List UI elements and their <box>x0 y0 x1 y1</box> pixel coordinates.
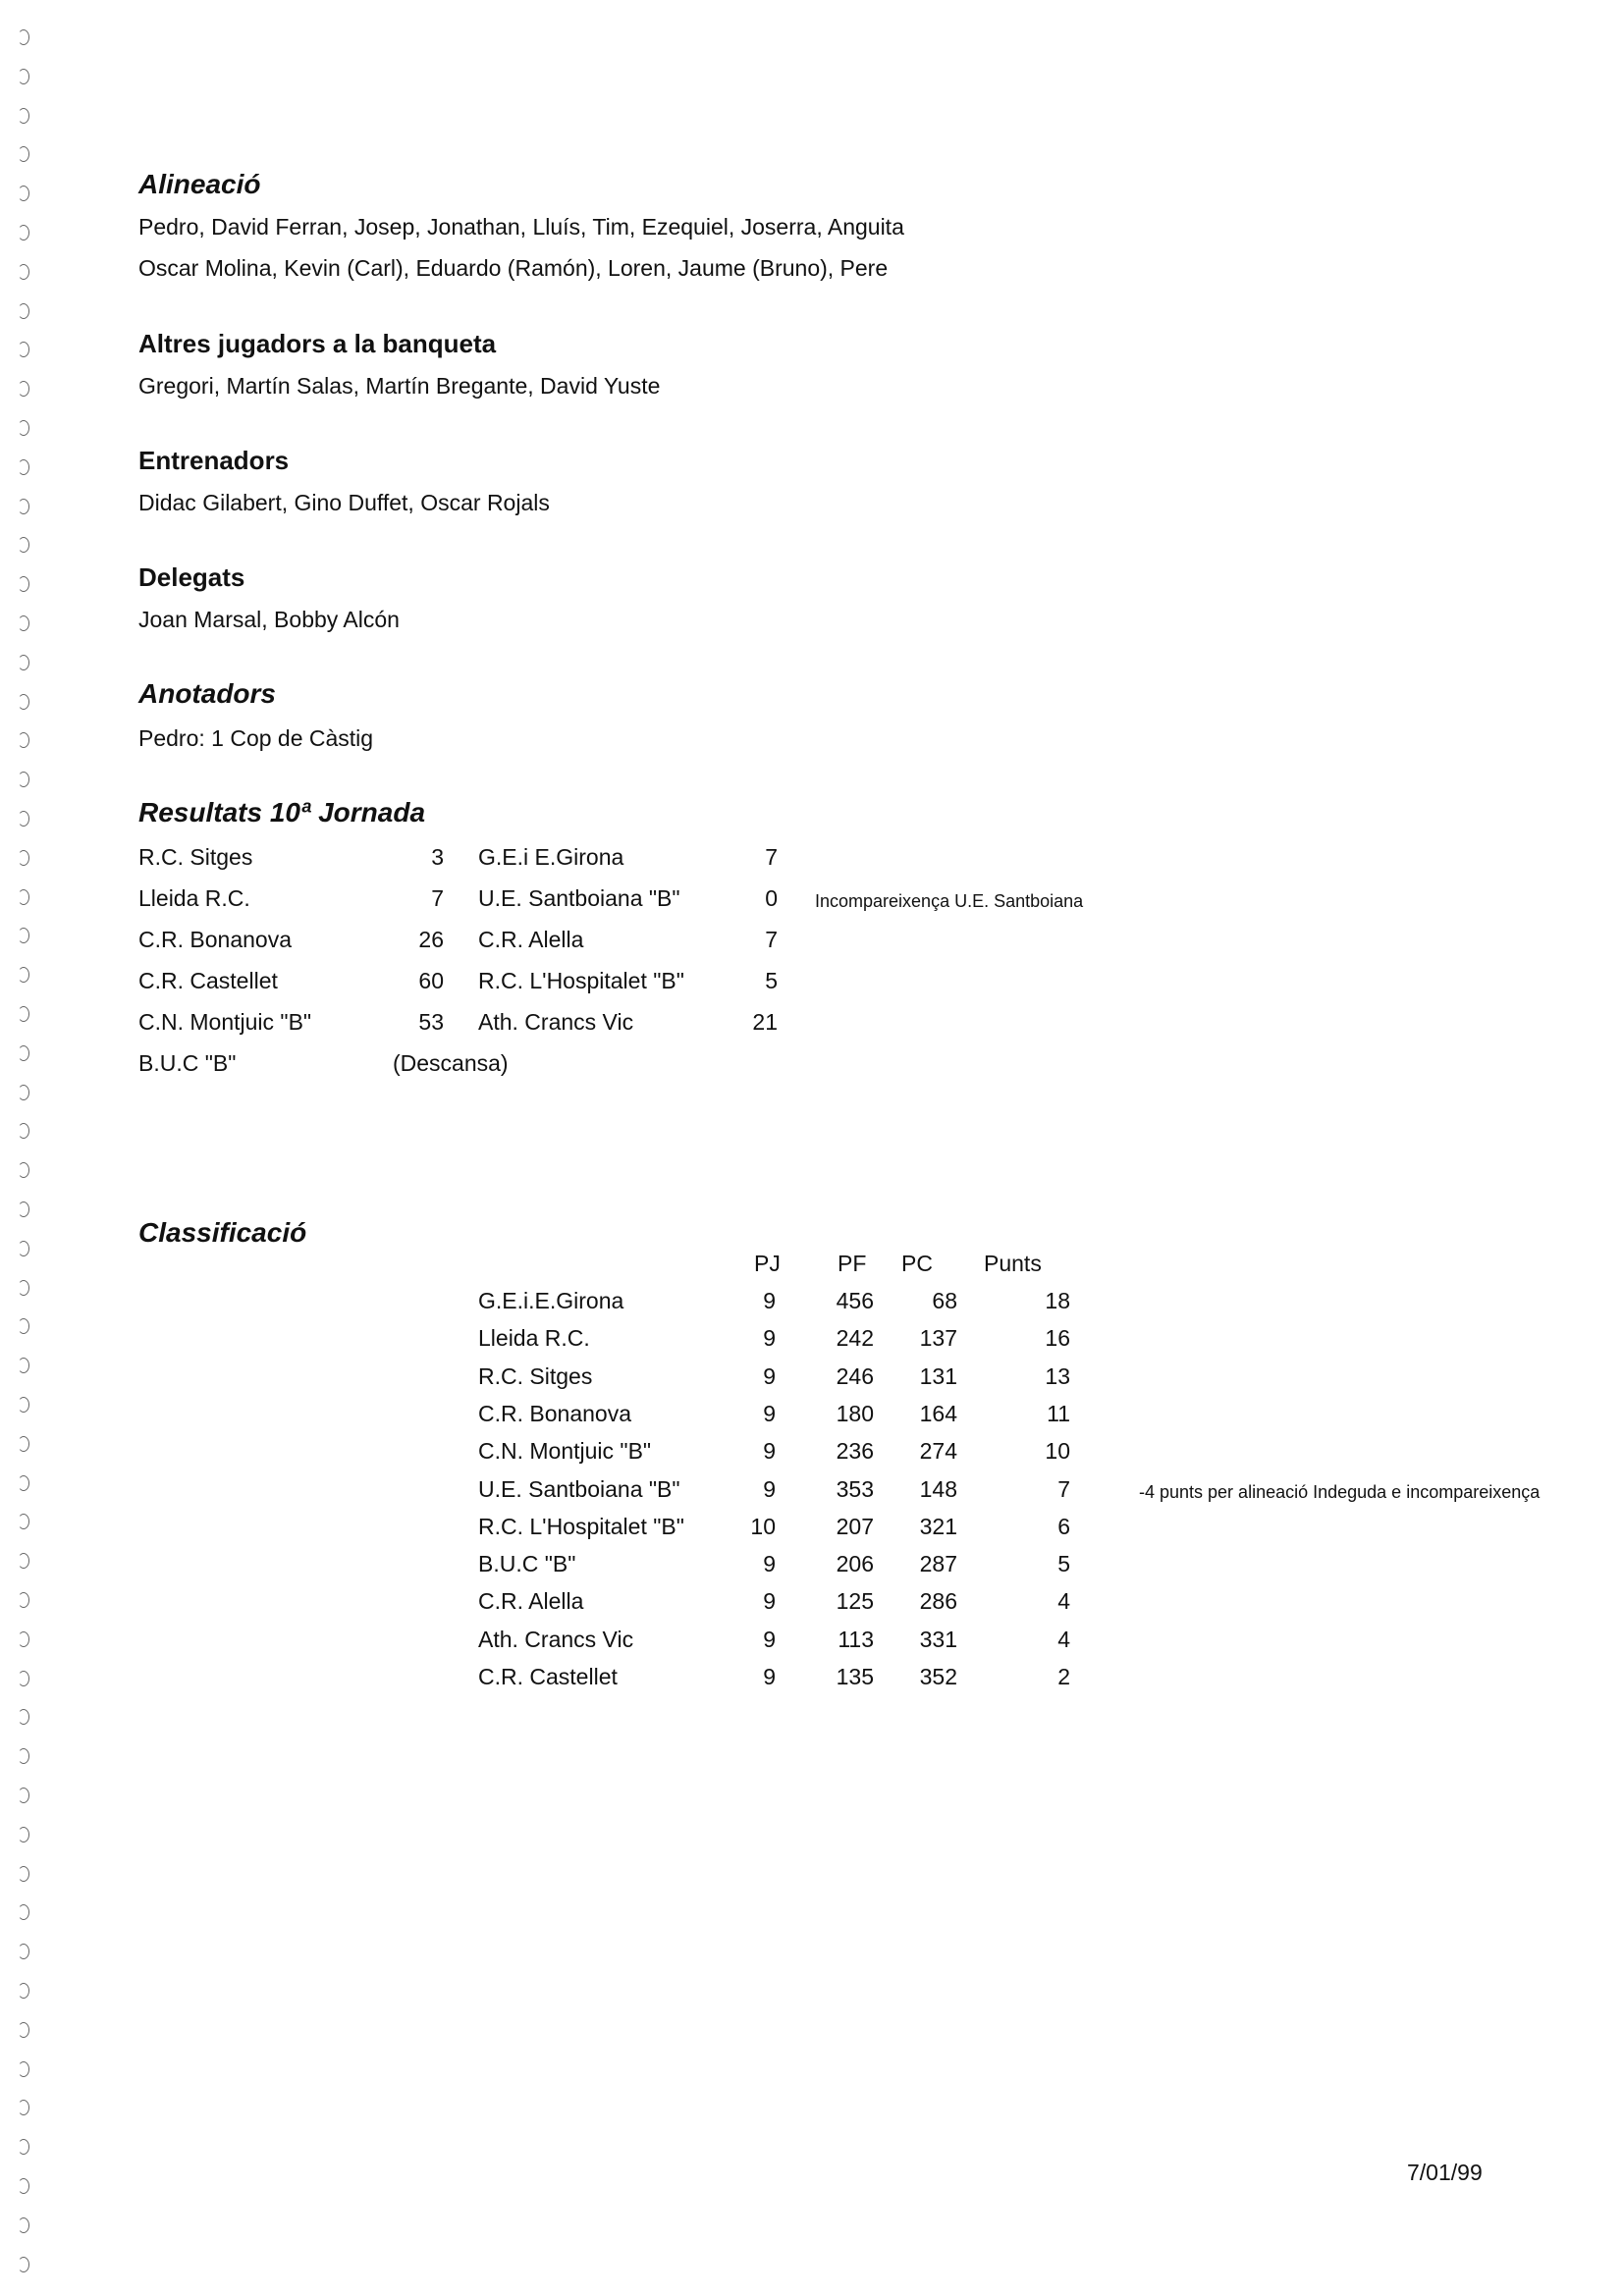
team-name: G.E.i.E.Girona <box>478 1288 624 1313</box>
cell-pj: 9 <box>763 1551 776 1576</box>
binding-ring <box>18 499 29 514</box>
team-name: Lleida R.C. <box>478 1325 590 1351</box>
binding-ring <box>18 381 29 397</box>
cell-pc: 321 <box>919 1514 957 1539</box>
team-name: C.R. Alella <box>478 1588 584 1614</box>
home-score: 53 <box>418 1009 444 1035</box>
binding-ring <box>18 1201 29 1217</box>
binding-ring <box>18 772 29 787</box>
cell-pc: 287 <box>919 1551 957 1576</box>
cell-pf: 113 <box>838 1627 874 1652</box>
binding-ring <box>18 2022 29 2038</box>
binding-ring <box>18 1397 29 1413</box>
home-team: C.R. Castellet <box>138 968 278 993</box>
binding-ring <box>18 732 29 748</box>
away-team: Ath. Crancs Vic <box>478 1009 634 1035</box>
rest-team: B.U.C "B" <box>138 1050 237 1076</box>
binding-ring <box>18 108 29 124</box>
cell-punts: 18 <box>1045 1288 1070 1313</box>
binding-ring <box>18 264 29 280</box>
home-team: Lleida R.C. <box>138 885 250 911</box>
binding-ring <box>18 1241 29 1256</box>
column-header-pj: PJ <box>754 1251 781 1276</box>
binding-ring <box>18 1592 29 1608</box>
delegats-line: Joan Marsal, Bobby Alcón <box>138 607 400 632</box>
binding-ring <box>18 2178 29 2194</box>
cell-pj: 9 <box>763 1664 776 1689</box>
team-name: Ath. Crancs Vic <box>478 1627 634 1652</box>
cell-pj: 9 <box>763 1401 776 1426</box>
away-score: 7 <box>765 844 778 870</box>
column-header-pc: PC <box>901 1251 933 1276</box>
cell-punts: 5 <box>1057 1551 1070 1576</box>
cell-pj: 9 <box>763 1627 776 1652</box>
home-score: 26 <box>418 927 444 952</box>
cell-punts: 4 <box>1057 1588 1070 1614</box>
binding-ring <box>18 889 29 905</box>
binding-ring <box>18 186 29 201</box>
cell-pj: 10 <box>750 1514 776 1539</box>
binding-ring <box>18 1045 29 1061</box>
home-team: R.C. Sitges <box>138 844 253 870</box>
delegats-heading: Delegats <box>138 562 245 592</box>
cell-pc: 68 <box>932 1288 957 1313</box>
cell-pc: 131 <box>919 1363 957 1389</box>
binding-ring <box>18 146 29 162</box>
cell-punts: 7 <box>1057 1476 1070 1502</box>
cell-punts: 6 <box>1057 1514 1070 1539</box>
away-score: 21 <box>752 1009 778 1035</box>
resultats-heading: Resultats 10ª Jornada <box>138 797 426 828</box>
team-name: B.U.C "B" <box>478 1551 576 1576</box>
team-name: C.R. Bonanova <box>478 1401 631 1426</box>
home-team: C.R. Bonanova <box>138 927 292 952</box>
binding-ring <box>18 1006 29 1022</box>
team-name: R.C. Sitges <box>478 1363 593 1389</box>
column-header-pf: PF <box>838 1251 867 1276</box>
classificacio-heading: Classificació <box>138 1217 307 1248</box>
cell-pj: 9 <box>763 1288 776 1313</box>
entrenadors-heading: Entrenadors <box>138 446 290 475</box>
binding-ring <box>18 2061 29 2077</box>
away-team: C.R. Alella <box>478 927 584 952</box>
team-name: C.N. Montjuic "B" <box>478 1438 652 1464</box>
binding-ring <box>18 1514 29 1529</box>
cell-pf: 207 <box>836 1514 874 1539</box>
binding-ring <box>18 1475 29 1491</box>
away-score: 0 <box>765 885 778 911</box>
binding-ring <box>18 928 29 943</box>
binding-ring <box>18 1358 29 1373</box>
cell-pf: 180 <box>836 1401 874 1426</box>
binding-ring <box>18 1280 29 1296</box>
anotadors-heading: Anotadors <box>138 678 276 709</box>
binding-ring <box>18 694 29 710</box>
cell-pj: 9 <box>763 1588 776 1614</box>
cell-punts: 2 <box>1057 1664 1070 1689</box>
cell-pf: 246 <box>836 1363 874 1389</box>
binding-ring <box>18 1631 29 1647</box>
cell-pc: 164 <box>919 1401 957 1426</box>
binding-ring <box>18 1671 29 1686</box>
binding-ring <box>18 1827 29 1842</box>
binding-ring <box>18 342 29 357</box>
binding-ring <box>18 1553 29 1569</box>
cell-pc: 286 <box>919 1588 957 1614</box>
altres-line: Gregori, Martín Salas, Martín Bregante, David Yuste <box>138 373 661 399</box>
cell-punts: 10 <box>1045 1438 1070 1464</box>
binding-ring <box>18 537 29 553</box>
binding-ring <box>18 2257 29 2272</box>
cell-pj: 9 <box>763 1438 776 1464</box>
cell-pf: 135 <box>836 1664 874 1689</box>
binding-ring <box>18 1085 29 1100</box>
binding-ring <box>18 2217 29 2233</box>
binding-ring <box>18 1904 29 1920</box>
home-score: 3 <box>431 844 444 870</box>
binding-ring <box>18 69 29 84</box>
binding-ring <box>18 967 29 983</box>
binding-ring <box>18 1788 29 1803</box>
binding-ring <box>18 29 29 45</box>
cell-pj: 9 <box>763 1325 776 1351</box>
alineacio-line-1: Pedro, David Ferran, Josep, Jonathan, Lluís, Tim, Ezequiel, Joserra, Anguita <box>138 214 904 240</box>
binding-ring <box>18 225 29 240</box>
cell-punts: 11 <box>1047 1401 1070 1426</box>
binding-ring <box>18 1436 29 1452</box>
column-header-punts: Punts <box>984 1251 1042 1276</box>
alineacio-heading: Alineació <box>138 169 261 199</box>
binding-ring <box>18 1866 29 1882</box>
away-score: 7 <box>765 927 778 952</box>
binding-ring <box>18 576 29 592</box>
home-score: 7 <box>431 885 444 911</box>
altres-heading: Altres jugadors a la banqueta <box>138 329 497 358</box>
binding-ring <box>18 303 29 319</box>
row-note: -4 punts per alineació Indeguda e incompareixença <box>1139 1482 1541 1502</box>
team-name: R.C. L'Hospitalet "B" <box>478 1514 684 1539</box>
binding-ring <box>18 655 29 670</box>
cell-pf: 236 <box>836 1438 874 1464</box>
binding-ring <box>18 615 29 631</box>
cell-pf: 125 <box>836 1588 874 1614</box>
home-score: 60 <box>418 968 444 993</box>
cell-pc: 137 <box>919 1325 957 1351</box>
binding-ring <box>18 2100 29 2115</box>
team-name: C.R. Castellet <box>478 1664 618 1689</box>
home-team: C.N. Montjuic "B" <box>138 1009 312 1035</box>
cell-pf: 242 <box>836 1325 874 1351</box>
team-name: U.E. Santboiana "B" <box>478 1476 680 1502</box>
cell-pj: 9 <box>763 1476 776 1502</box>
cell-pj: 9 <box>763 1363 776 1389</box>
binding-ring <box>18 1123 29 1139</box>
match-note: Incompareixença U.E. Santboiana <box>815 891 1084 911</box>
page-date: 7/01/99 <box>1407 2160 1483 2185</box>
away-score: 5 <box>765 968 778 993</box>
cell-pc: 352 <box>919 1664 957 1689</box>
cell-punts: 13 <box>1045 1363 1070 1389</box>
cell-punts: 4 <box>1057 1627 1070 1652</box>
binding-ring <box>18 1748 29 1764</box>
binding-ring <box>18 1709 29 1725</box>
binding-ring <box>18 1162 29 1178</box>
binding-ring <box>18 459 29 475</box>
binding-ring <box>18 1983 29 1999</box>
binding-ring <box>18 2139 29 2155</box>
cell-pf: 456 <box>836 1288 874 1313</box>
cell-pc: 148 <box>919 1476 957 1502</box>
entrenadors-line: Didac Gilabert, Gino Duffet, Oscar Rojals <box>138 490 550 515</box>
cell-pf: 353 <box>836 1476 874 1502</box>
cell-punts: 16 <box>1045 1325 1070 1351</box>
cell-pc: 274 <box>919 1438 957 1464</box>
rest-label: (Descansa) <box>393 1050 509 1076</box>
away-team: U.E. Santboiana "B" <box>478 885 680 911</box>
binding-ring <box>18 1318 29 1334</box>
binding-ring <box>18 811 29 827</box>
binding-ring <box>18 420 29 436</box>
away-team: R.C. L'Hospitalet "B" <box>478 968 684 993</box>
anotadors-line: Pedro: 1 Cop de Càstig <box>138 725 374 751</box>
binding-ring <box>18 850 29 866</box>
cell-pc: 331 <box>919 1627 957 1652</box>
away-team: G.E.i E.Girona <box>478 844 624 870</box>
binding-ring <box>18 1944 29 1959</box>
alineacio-line-2: Oscar Molina, Kevin (Carl), Eduardo (Ramón), Loren, Jaume (Bruno), Pere <box>138 255 889 281</box>
cell-pf: 206 <box>836 1551 874 1576</box>
